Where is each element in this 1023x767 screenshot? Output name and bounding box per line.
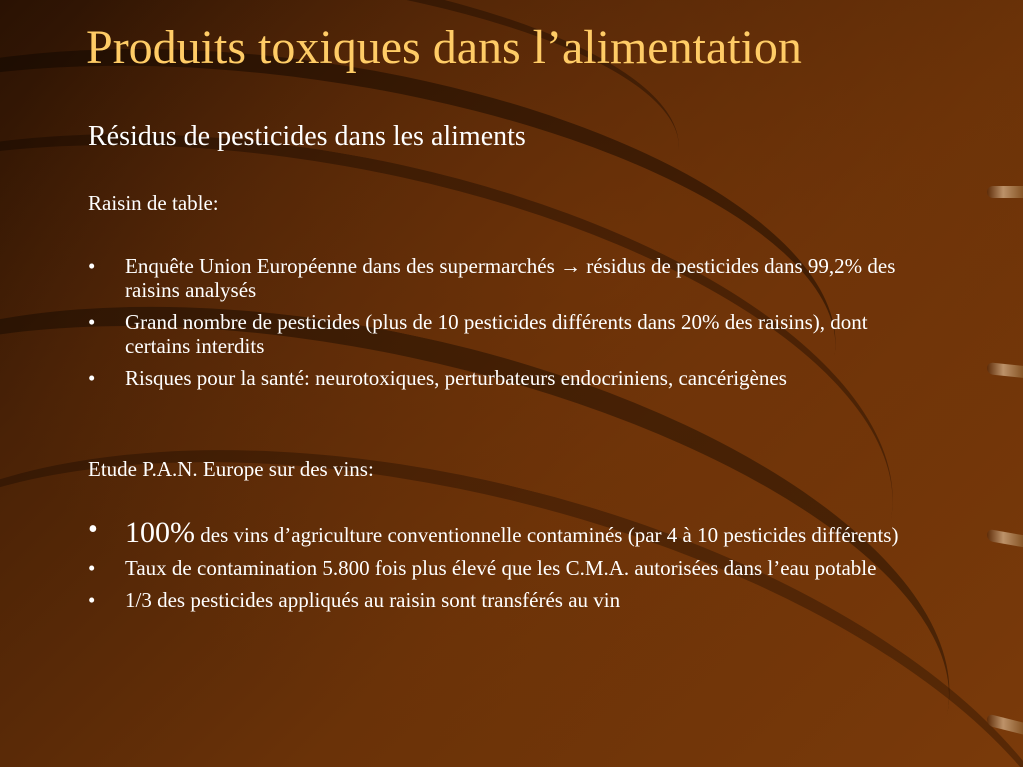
list-item: [88, 366, 938, 390]
list-item: [88, 588, 938, 612]
bullet-list-vins: [88, 514, 938, 620]
list-item-text: des vins d’agriculture conventionnelle contaminés (par 4 à 10 pesticides différents): [195, 523, 899, 547]
bullet-icon: •: [88, 254, 96, 278]
list-item-text: Taux de contamination 5.800 fois plus élevé que les C.M.A. autorisées dans l’eau potable: [125, 556, 877, 580]
decorative-edge-tab: [987, 529, 1023, 547]
slide-subtitle: Résidus de pesticides dans les aliments: [88, 121, 526, 152]
bullet-icon: •: [88, 366, 96, 390]
bullet-icon: •: [88, 310, 96, 334]
list-item-text: Grand nombre de pesticides (plus de 10 pesticides différents dans 20% des raisins), dont certains interdits: [125, 310, 868, 358]
section-label-vins: Etude P.A.N. Europe sur des vins:: [88, 457, 374, 481]
slide-title: Produits toxiques dans l’alimentation: [86, 21, 802, 74]
section-label-raisin: Raisin de table:: [88, 191, 219, 215]
list-item: [88, 310, 938, 358]
list-item: [88, 514, 938, 549]
decorative-edge-tab: [987, 362, 1023, 378]
highlight-percentage: 100%: [125, 516, 195, 549]
bullet-icon: •: [88, 556, 96, 580]
list-item-text: Risques pour la santé: neurotoxiques, perturbateurs endocriniens, cancérigènes: [125, 366, 787, 390]
list-item-text: Enquête Union Européenne dans des supermarchés → résidus de pesticides dans 99,2% des raisins analysés: [125, 254, 896, 302]
list-item: [88, 556, 938, 580]
list-item: [88, 254, 938, 302]
bullet-icon: •: [88, 514, 98, 545]
decorative-edge-tab: [987, 186, 1023, 198]
bullet-list-raisin: [88, 254, 938, 398]
list-item-text: 1/3 des pesticides appliqués au raisin sont transférés au vin: [125, 588, 621, 612]
bullet-icon: •: [88, 588, 96, 612]
